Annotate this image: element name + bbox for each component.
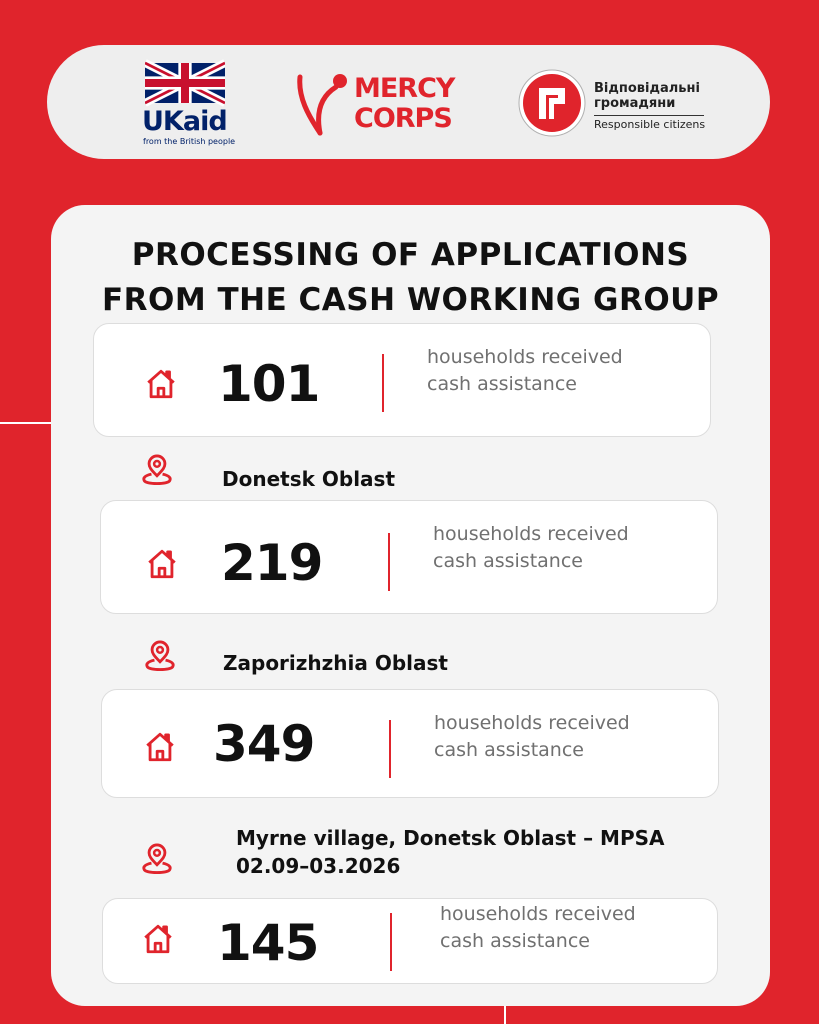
stat-value: 219 — [221, 534, 323, 592]
stat-description: households received cash assistance — [433, 523, 629, 572]
location-label-myrne: Myrne village, Donetsk Oblast – MPSA 02.09–03.2026 — [236, 826, 665, 878]
partner-logo-bar — [47, 45, 770, 159]
location-label-donetsk: Donetsk Oblast — [222, 467, 396, 491]
location-pin-icon — [141, 638, 179, 676]
location-label-zaporizhzhia: Zaporizhzhia Oblast — [223, 651, 448, 675]
house-icon — [144, 367, 178, 401]
stat-value: 145 — [217, 914, 319, 972]
responsible-citizens-divider — [594, 115, 704, 116]
stat-divider — [390, 913, 392, 971]
ukaid-wordmark: UKaid — [142, 106, 227, 137]
ukaid-logo — [142, 57, 252, 149]
stat-divider — [388, 533, 390, 591]
responsible-citizens-logo — [518, 69, 718, 139]
union-jack-flag-icon — [145, 59, 225, 107]
house-icon — [145, 547, 179, 581]
house-icon — [143, 730, 177, 764]
responsible-citizens-en: Responsible citizens — [594, 118, 706, 131]
ukaid-tagline: from the British people — [143, 137, 236, 146]
stat-card-donetsk — [100, 500, 718, 614]
responsible-citizens-ua-line1: Відповідальні — [594, 81, 700, 96]
stat-card-total — [93, 323, 711, 437]
stat-divider — [389, 720, 391, 778]
page-title-line2: FROM THE CASH WORKING GROUP — [101, 282, 720, 318]
responsible-citizens-ua-line2: громадяни — [594, 96, 676, 111]
stat-value: 349 — [213, 715, 315, 773]
mercy-corps-logo — [290, 69, 475, 139]
stat-description: households received cash assistance — [440, 903, 636, 952]
mercy-corps-emblem-icon — [290, 69, 352, 137]
house-icon — [141, 922, 175, 956]
decor-line-left — [0, 422, 51, 424]
page-title-line1: PROCESSING OF APPLICATIONS — [131, 237, 690, 273]
decor-line-bottom — [504, 1006, 506, 1024]
main-card — [51, 205, 770, 1006]
stat-value: 101 — [218, 355, 320, 413]
stat-divider — [382, 354, 384, 412]
stat-card-zaporizhzhia — [101, 689, 719, 798]
stat-description: households received cash assistance — [427, 346, 623, 395]
page-title — [51, 233, 770, 323]
mercy-corps-line1: MERCY — [354, 73, 455, 104]
responsible-citizens-emblem-icon — [518, 69, 586, 137]
location-pin-icon — [138, 452, 176, 490]
mercy-corps-line2: CORPS — [354, 103, 452, 134]
location-pin-icon — [138, 841, 176, 879]
stat-description: households received cash assistance — [434, 712, 630, 761]
stat-card-myrne — [102, 898, 718, 984]
